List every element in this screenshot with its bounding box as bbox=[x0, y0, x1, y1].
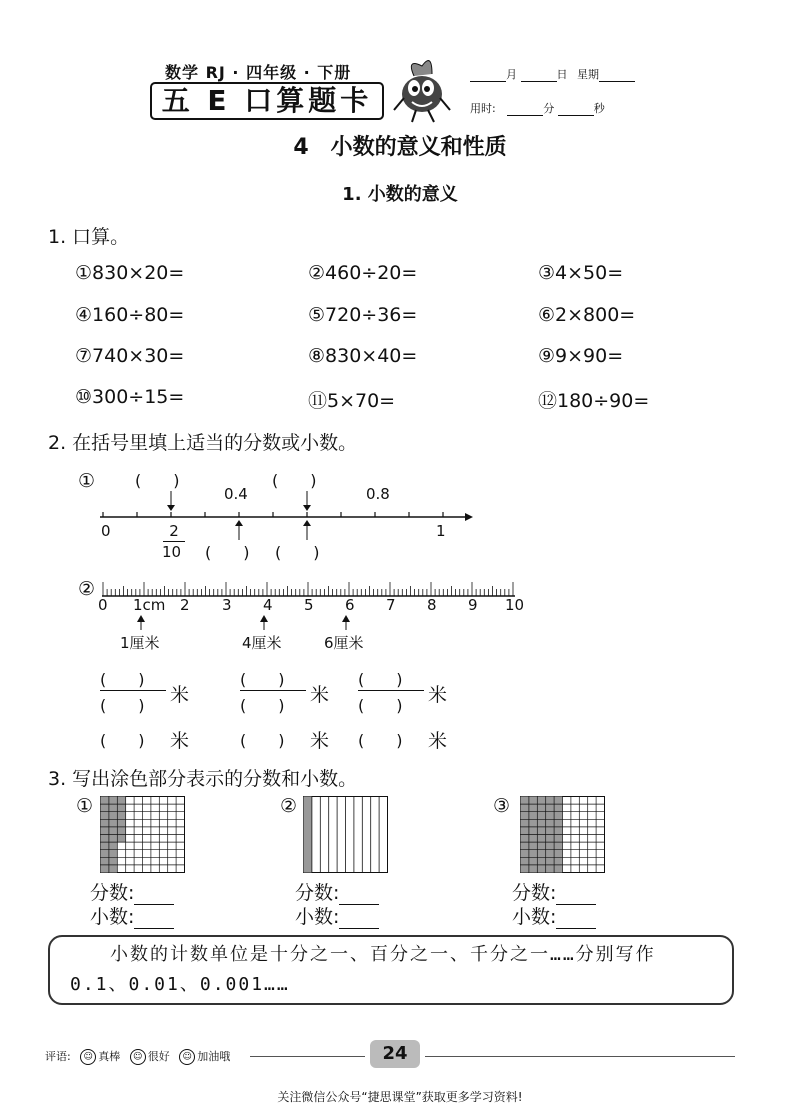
part-number: ① bbox=[76, 795, 94, 817]
part-number: ③ bbox=[493, 795, 511, 817]
mascot-icon bbox=[392, 52, 454, 124]
answer-blank: ( ) bbox=[275, 543, 320, 562]
calc-item: ①830×20= bbox=[75, 262, 185, 284]
calc-item: ⑨9×90= bbox=[538, 345, 624, 367]
answer-blank: ( ) bbox=[100, 670, 145, 689]
ruler-label: 5 bbox=[304, 596, 314, 614]
decimal-answer: 小数: bbox=[512, 902, 596, 929]
answer-blank: ( ) bbox=[240, 731, 285, 750]
fraction-answer: 分数: bbox=[512, 878, 596, 905]
fraction-bar bbox=[358, 690, 424, 691]
tick-label: 0 bbox=[101, 522, 111, 540]
grid-tenths-2 bbox=[303, 796, 389, 876]
ruler-label: 9 bbox=[468, 596, 478, 614]
answer-blank: ( ) bbox=[358, 731, 403, 750]
ruler-label: 2 bbox=[180, 596, 190, 614]
cheer-icon: ☺ bbox=[179, 1049, 195, 1065]
ruler-label: 6 bbox=[345, 596, 355, 614]
rating-bar: 评语: ☺ 真棒 ☺ 很好 ☺ 加油哦 bbox=[45, 1050, 231, 1063]
grid-hundredths-3 bbox=[520, 796, 606, 876]
calc-item: ⑥2×800= bbox=[538, 304, 636, 326]
calc-item: ④160÷80= bbox=[75, 304, 185, 326]
calc-item: ⑫180÷90= bbox=[538, 390, 650, 412]
grid-hundredths-1 bbox=[100, 796, 186, 876]
ruler-label: 7 bbox=[386, 596, 396, 614]
fraction-denominator: 10 bbox=[162, 543, 182, 561]
up-arrow-icon bbox=[303, 520, 311, 526]
answer-blank: ( ) bbox=[240, 670, 285, 689]
part-number: ② bbox=[78, 578, 96, 600]
ruler-label: 4 bbox=[263, 596, 273, 614]
down-arrow-icon bbox=[167, 505, 175, 511]
footer-divider bbox=[250, 1056, 365, 1057]
calc-item: ②460÷20= bbox=[308, 262, 418, 284]
fraction-bar bbox=[163, 541, 185, 542]
fraction-numerator: 2 bbox=[169, 522, 179, 540]
unit-label: 米 bbox=[428, 730, 448, 752]
ruler-label: 0 bbox=[98, 596, 108, 614]
unit-label: 米 bbox=[428, 684, 448, 706]
fraction-answer: 分数: bbox=[90, 878, 174, 905]
answer-blank: ( ) bbox=[205, 543, 250, 562]
calc-item: ⑦740×30= bbox=[75, 345, 185, 367]
section-title: 1. 小数的意义 bbox=[342, 184, 458, 205]
number-line-label: 0.4 bbox=[224, 485, 248, 503]
answer-blank: ( ) bbox=[135, 471, 180, 490]
calc-item: ⑤720÷36= bbox=[308, 304, 418, 326]
answer-blank: ( ) bbox=[358, 670, 403, 689]
answer-blank: ( ) bbox=[358, 696, 403, 715]
fraction-bar bbox=[240, 690, 306, 691]
up-arrow-icon bbox=[235, 520, 243, 526]
date-line: 月 日 星期 bbox=[470, 66, 635, 82]
ruler-arrows bbox=[100, 614, 520, 632]
answer-blank: ( ) bbox=[272, 471, 317, 490]
ruler-label: 8 bbox=[427, 596, 437, 614]
unit-label: 米 bbox=[310, 684, 330, 706]
fraction-answer: 分数: bbox=[295, 878, 379, 905]
calc-item: ⑪5×70= bbox=[308, 390, 396, 412]
unit-label: 米 bbox=[170, 730, 190, 752]
calc-item: ③4×50= bbox=[538, 262, 624, 284]
big-smile-icon: ☺ bbox=[80, 1049, 96, 1065]
decimal-answer: 小数: bbox=[90, 902, 174, 929]
q1-label: 1. 口算。 bbox=[48, 226, 130, 248]
number-line-label: 0.8 bbox=[366, 485, 390, 503]
answer-blank: ( ) bbox=[100, 696, 145, 715]
calc-item: ⑧830×40= bbox=[308, 345, 418, 367]
header-subtitle: 数学 RJ · 四年级 · 下册 bbox=[165, 63, 352, 82]
chapter-title: 4 小数的意义和性质 bbox=[293, 135, 507, 160]
fraction-bar bbox=[100, 690, 166, 691]
ruler-label: 1cm bbox=[133, 596, 166, 614]
answer-blank: ( ) bbox=[100, 731, 145, 750]
ruler-mark: 1厘米 bbox=[120, 634, 160, 652]
ruler-mark: 6厘米 bbox=[324, 634, 364, 652]
footer-text: 关注微信公众号“捷思课堂”获取更多学习资料! bbox=[277, 1090, 523, 1104]
page-number: 24 bbox=[370, 1040, 420, 1068]
tick-label: 1 bbox=[436, 522, 446, 540]
q3-label: 3. 写出涂色部分表示的分数和小数。 bbox=[48, 768, 358, 790]
down-arrow-icon bbox=[303, 505, 311, 511]
footer-divider bbox=[425, 1056, 735, 1057]
unit-label: 米 bbox=[310, 730, 330, 752]
calc-item: ⑩300÷15= bbox=[75, 386, 185, 408]
header-title: 五 E 口算题卡 bbox=[150, 82, 384, 120]
smile-icon: ☺ bbox=[130, 1049, 146, 1065]
decimal-answer: 小数: bbox=[295, 902, 379, 929]
q2-label: 2. 在括号里填上适当的分数或小数。 bbox=[48, 432, 358, 454]
time-line: 用时: 分 秒 bbox=[470, 102, 605, 115]
ruler-mark: 4厘米 bbox=[242, 634, 282, 652]
answer-blank: ( ) bbox=[240, 696, 285, 715]
part-number: ① bbox=[78, 470, 96, 492]
ruler-label: 3 bbox=[222, 596, 232, 614]
unit-label: 米 bbox=[170, 684, 190, 706]
note-text: 小数的计数单位是十分之一、百分之一、千分之一……分别写作 0.1、0.01、0.001…… bbox=[70, 944, 656, 995]
ruler-label: 10 bbox=[505, 596, 525, 614]
part-number: ② bbox=[280, 795, 298, 817]
